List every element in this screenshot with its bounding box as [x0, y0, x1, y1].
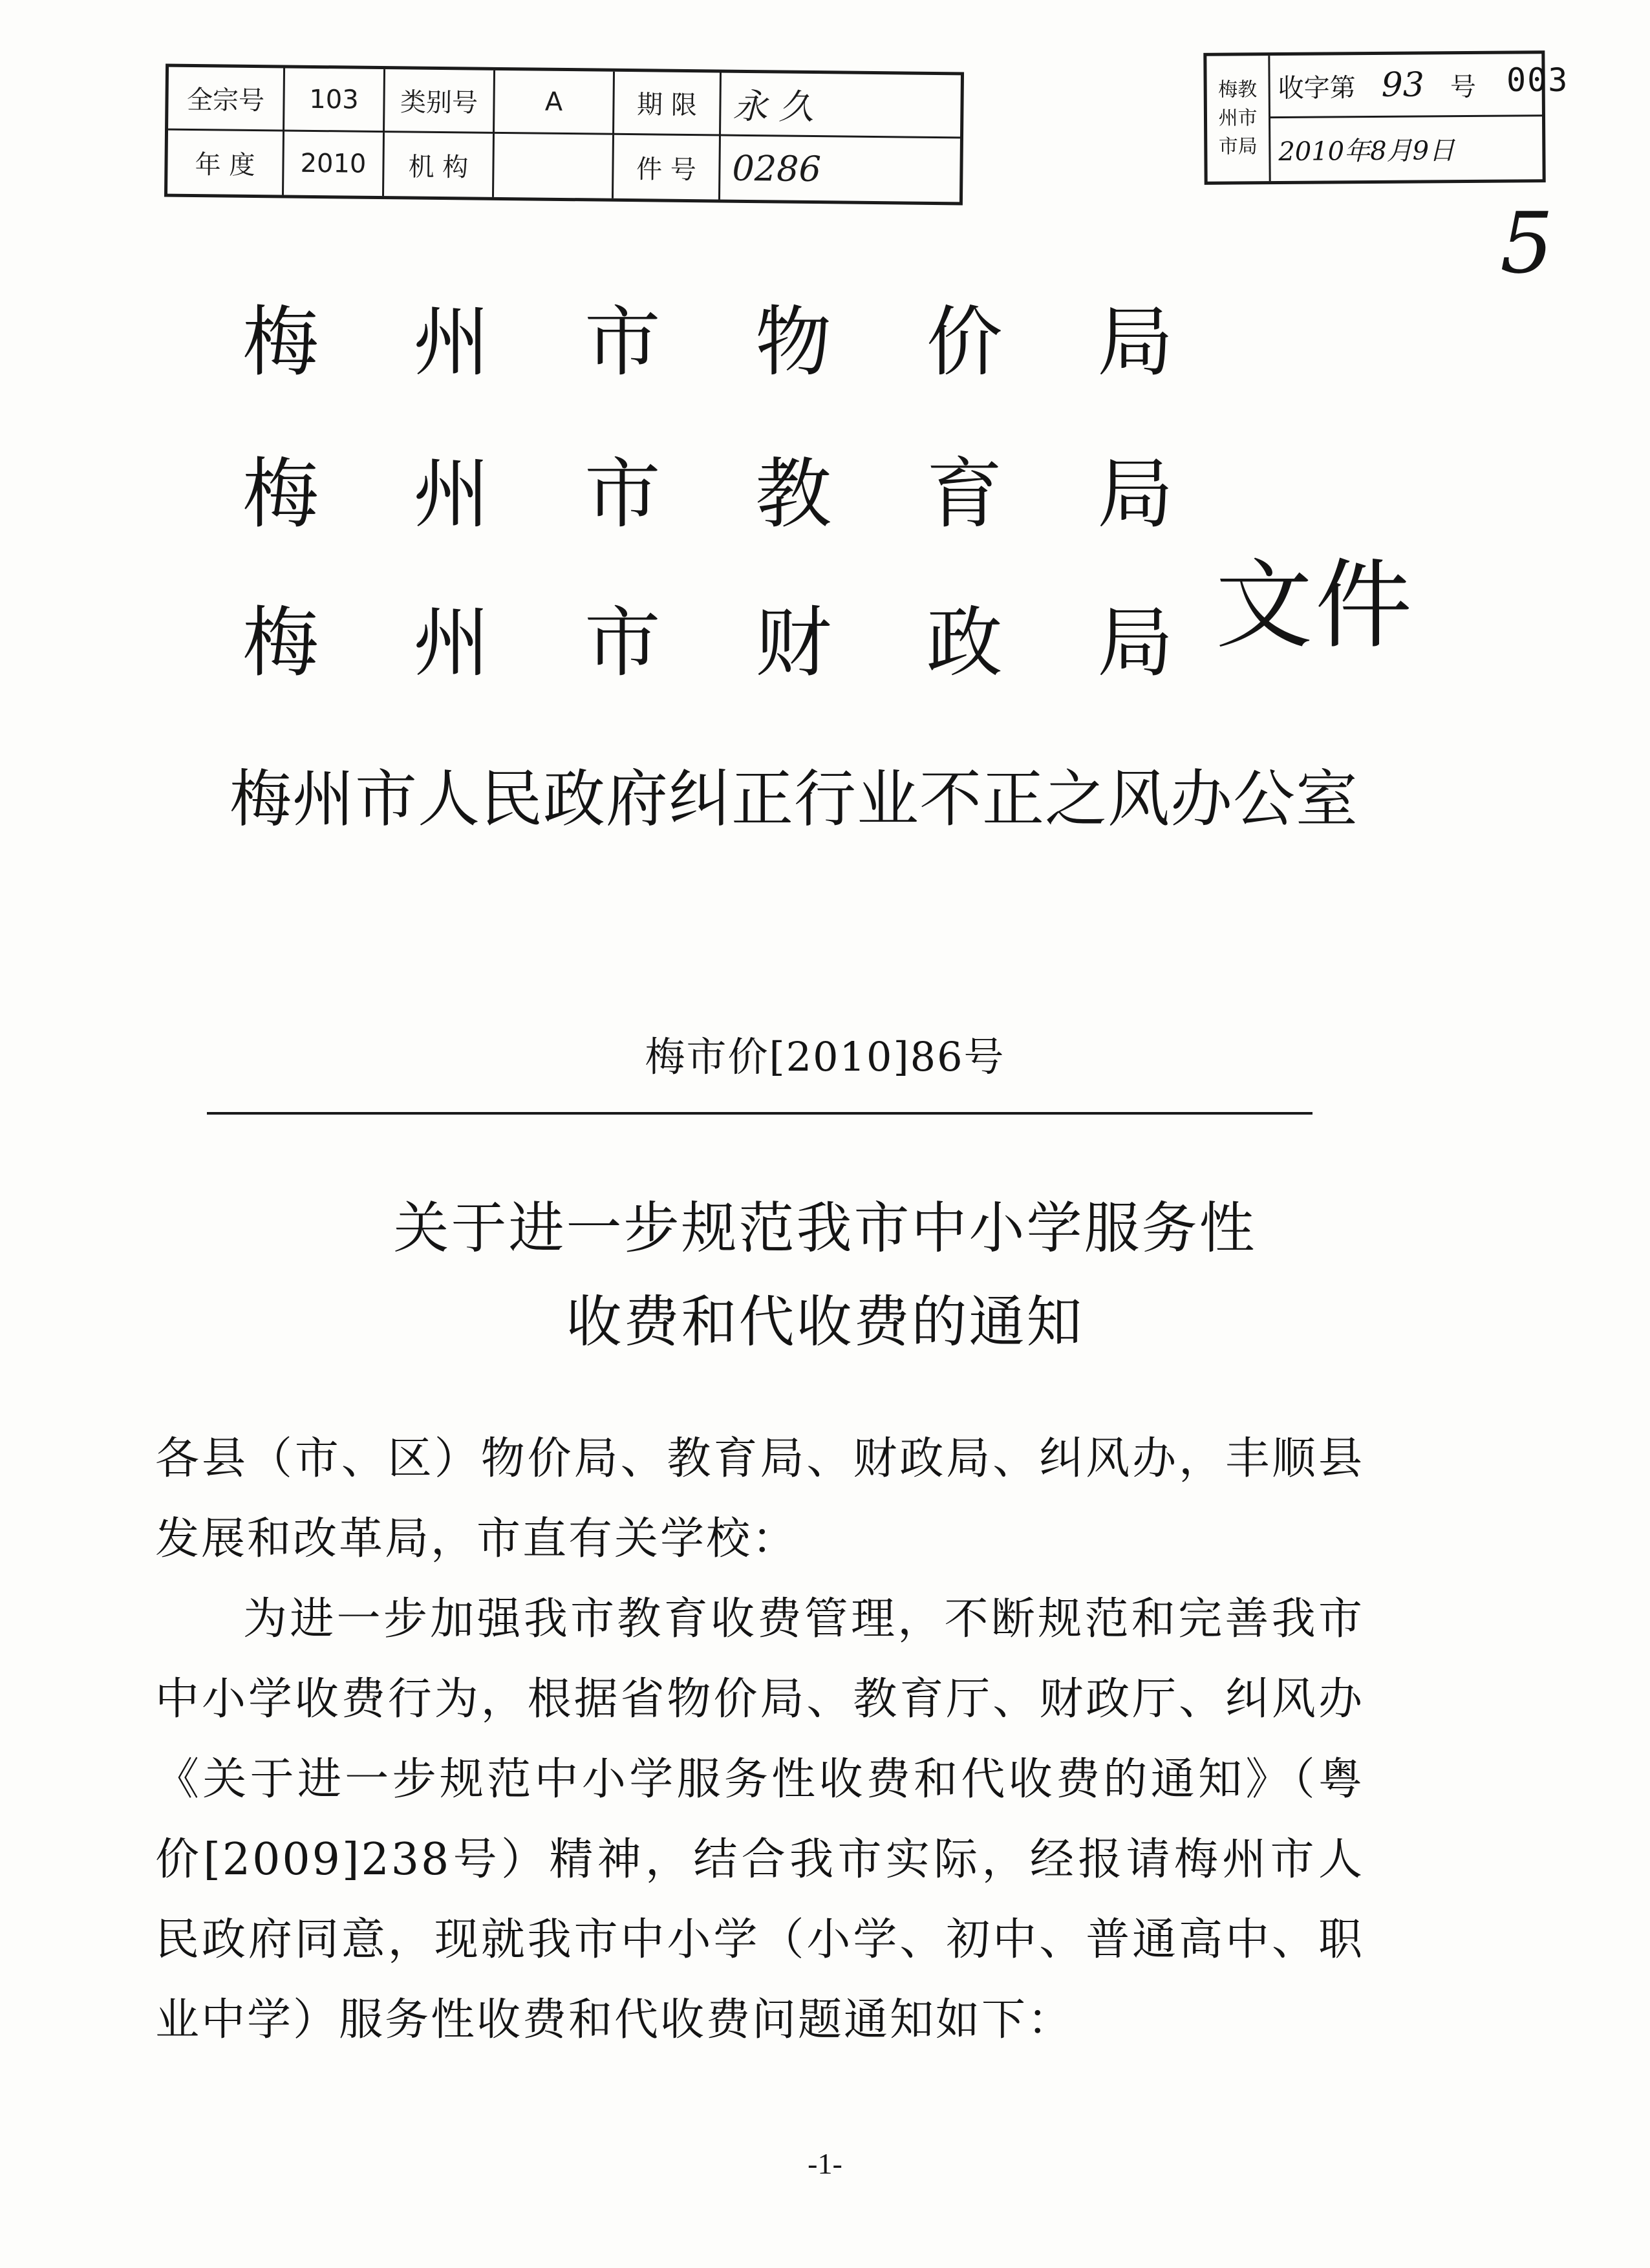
agency-line-education-bureau — [242, 449, 1173, 539]
archive-stamp — [164, 64, 964, 206]
agency-char: 市 — [584, 297, 661, 387]
issuing-office: 梅州市人民政府纠正行业不正之风办公室 — [230, 763, 1358, 835]
notice-title-line-1: 关于进一步规范我市中小学服务性 — [393, 1196, 1257, 1261]
agency-char: 物 — [755, 297, 832, 387]
stamp-value-fonds: 103 — [284, 68, 385, 133]
stamp-value-year: 2010 — [284, 131, 385, 196]
stamp-label-fonds: 全宗号 — [168, 67, 285, 132]
receipt-org-line: 州市 — [1218, 107, 1258, 130]
receipt-number: 93 — [1381, 65, 1425, 105]
agency-char: 梅 — [242, 449, 319, 539]
receipt-number-suffix: 号 — [1450, 72, 1477, 102]
notice-body — [155, 1419, 1364, 2060]
agency-char: 局 — [1097, 297, 1173, 387]
agency-char: 育 — [926, 449, 1003, 539]
header-divider — [207, 1112, 1312, 1115]
agency-char: 州 — [413, 449, 490, 539]
notice-title-line-2: 收费和代收费的通知 — [566, 1290, 1084, 1354]
stamp-label-category: 类别号 — [385, 69, 495, 134]
agency-char: 市 — [584, 598, 661, 687]
agency-char: 梅 — [242, 297, 319, 387]
agency-char: 局 — [1097, 449, 1173, 539]
receipt-org-line: 梅教 — [1218, 78, 1258, 102]
salutation: 各县（市、区）物价局、教育局、财政局、纠风办，丰顺县发展和改革局，市直有关学校： — [155, 1433, 1364, 1565]
stamp-value-retention: 永 久 — [721, 73, 961, 139]
stamp-label-item-number: 件 号 — [614, 135, 721, 200]
corner-code: 003 — [1506, 61, 1569, 99]
stamp-label-year: 年 度 — [167, 131, 284, 195]
agency-char: 州 — [413, 297, 490, 387]
stamp-label-institution: 机 构 — [384, 133, 495, 197]
agency-char: 州 — [413, 598, 490, 687]
agency-line-finance-bureau — [242, 598, 1173, 687]
receipt-stamp-org — [1206, 56, 1270, 182]
agency-char: 教 — [755, 449, 832, 539]
agency-char: 价 — [926, 297, 1003, 387]
agency-char: 梅 — [242, 598, 319, 687]
stamp-value-item-number: 0286 — [732, 147, 822, 189]
doc-type: 文件 — [1216, 550, 1415, 662]
page-number: -1- — [808, 2147, 842, 2180]
agency-char: 市 — [584, 449, 661, 539]
receipt-number-row — [1270, 54, 1542, 118]
receipt-stamp — [1203, 50, 1545, 185]
stamp-value-category: A — [495, 70, 615, 135]
body-paragraph: 为进一步加强我市教育收费管理，不断规范和完善我市中小学收费行为，根据省物价局、教育厅、财政厅、纠风办《关于进一步规范中小学服务性收费和代收费的通知》（粤价[2009]238号）精神，结合我市实际，经报请梅州市人民政府同意，现就我市中小学（小学、初中、普通高中、职业中学）服务性收费和代收费问题通知如下： — [155, 1594, 1364, 2046]
stamp-value-institution — [494, 134, 614, 198]
agency-char: 财 — [755, 598, 832, 687]
receipt-date: 2010年8月9日 — [1278, 136, 1455, 167]
agency-char: 局 — [1097, 598, 1173, 687]
handwritten-page-number: 5 — [1500, 194, 1554, 292]
document-number: 梅市价[2010]86号 — [645, 1033, 1005, 1080]
receipt-org-line: 市局 — [1218, 135, 1258, 158]
stamp-label-retention: 期 限 — [614, 72, 722, 136]
receipt-number-prefix: 收字第 — [1278, 72, 1356, 103]
agency-char: 政 — [926, 598, 1003, 687]
agency-line-price-bureau — [242, 297, 1173, 387]
